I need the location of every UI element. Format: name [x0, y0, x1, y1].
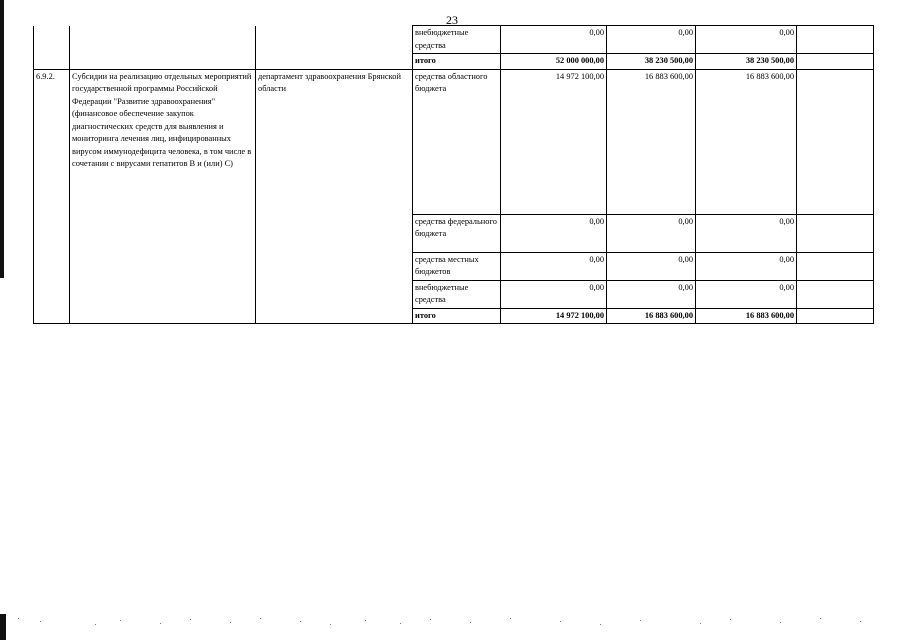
scan-speck	[700, 623, 701, 624]
value-cell-year2: 0,00	[607, 26, 696, 54]
note-cell	[797, 69, 874, 214]
scan-edge-mark-top	[0, 0, 4, 278]
scan-speck	[510, 618, 511, 619]
table-row	[34, 69, 874, 214]
value-cell-year3: 0,00	[696, 252, 797, 280]
note-cell	[797, 26, 874, 54]
executor-cell-empty	[256, 26, 413, 70]
funding-source-cell: внебюджетные средства	[413, 26, 501, 54]
scan-speck	[780, 622, 781, 623]
value-cell-year3: 38 230 500,00	[696, 54, 797, 70]
value-cell-year2: 16 883 600,00	[607, 308, 696, 324]
scan-speck	[120, 620, 121, 621]
scan-speck	[560, 621, 561, 622]
scan-noise	[0, 618, 905, 626]
budget-table	[33, 25, 874, 324]
scan-speck	[18, 618, 19, 619]
value-cell-year1: 14 972 100,00	[501, 69, 607, 214]
scan-speck	[190, 619, 191, 620]
item-executor-cell: департамент здравоохранения Брянской области	[256, 69, 413, 324]
scan-speck	[730, 619, 731, 620]
scan-speck	[160, 623, 161, 624]
value-cell-year3: 0,00	[696, 280, 797, 308]
scan-speck	[640, 620, 641, 621]
value-cell-year1: 0,00	[501, 280, 607, 308]
funding-source-cell: итого	[413, 54, 501, 70]
value-cell-year1: 0,00	[501, 26, 607, 54]
value-cell-year1: 0,00	[501, 214, 607, 252]
scan-speck	[330, 624, 331, 625]
description-cell-empty	[70, 26, 256, 70]
value-cell-year2: 38 230 500,00	[607, 54, 696, 70]
funding-source-cell: внебюджетные средства	[413, 280, 501, 308]
funding-source-cell: итого	[413, 308, 501, 324]
value-cell-year2: 0,00	[607, 280, 696, 308]
note-cell	[797, 214, 874, 252]
note-cell	[797, 252, 874, 280]
scan-speck	[470, 622, 471, 623]
scan-speck	[860, 621, 861, 622]
value-cell-year2: 0,00	[607, 214, 696, 252]
scan-speck	[365, 620, 366, 621]
scan-speck	[430, 619, 431, 620]
code-cell-empty	[34, 26, 70, 70]
scan-speck	[300, 621, 301, 622]
value-cell-year2: 16 883 600,00	[607, 69, 696, 214]
value-cell-year3: 0,00	[696, 214, 797, 252]
scan-speck	[230, 622, 231, 623]
funding-source-cell: средства местных бюджетов	[413, 252, 501, 280]
note-cell	[797, 280, 874, 308]
scan-speck	[600, 624, 601, 625]
scan-speck	[400, 623, 401, 624]
funding-source-cell: средства федерального бюджета	[413, 214, 501, 252]
funding-source-cell: средства областного бюджета	[413, 69, 501, 214]
value-cell-year1: 14 972 100,00	[501, 308, 607, 324]
value-cell-year2: 0,00	[607, 252, 696, 280]
scan-speck	[40, 621, 41, 622]
page-number: 23	[446, 13, 458, 27]
table-row	[34, 26, 874, 54]
item-description-cell: Субсидии на реализацию отдельных мероприятий государственной программы Российской Федерации "Развитие здравоохранения" (финансовое обеспечение закупок диагностических средств для выявления и мониторинга лечения лиц, инфицированных вирусом иммунодефицита человека, в том числе в сочетании с вирусами гепатитов B и (или) C)	[70, 69, 256, 324]
note-cell	[797, 308, 874, 324]
scan-speck	[260, 618, 261, 619]
note-cell	[797, 54, 874, 70]
value-cell-year3: 16 883 600,00	[696, 308, 797, 324]
value-cell-year3: 0,00	[696, 26, 797, 54]
value-cell-year1: 52 000 000,00	[501, 54, 607, 70]
value-cell-year3: 16 883 600,00	[696, 69, 797, 214]
scan-speck	[820, 618, 821, 619]
value-cell-year1: 0,00	[501, 252, 607, 280]
scan-speck	[95, 624, 96, 625]
item-code-cell: 6.9.2.	[34, 69, 70, 324]
